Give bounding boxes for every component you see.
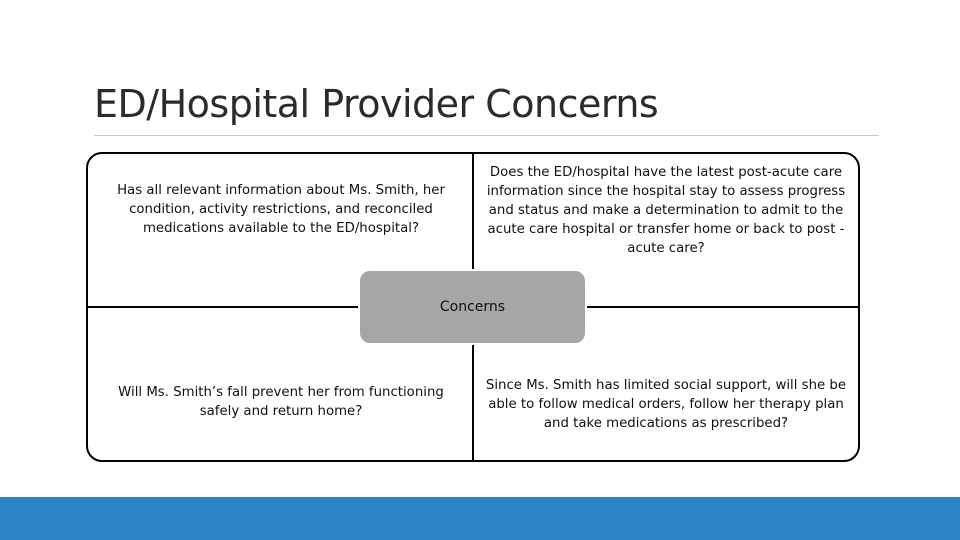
quadrant-top-right-text: Does the ED/hospital have the latest post-acute care information since the hospital stay to assess progress and status and make a determination to admit to the acute care hospital or transfer home or back to post -acute care?	[486, 165, 846, 256]
quadrant-top-left-text: Has all relevant information about Ms. Smith, her condition, activity restrictions, and reconciled medications available to the ED/hospital?	[117, 183, 445, 236]
footer-accent-bar	[0, 497, 960, 540]
quadrant-bottom-left-text: Will Ms. Smith’s fall prevent her from functioning safely and return home?	[118, 385, 444, 419]
quadrant-bottom-right-text: Since Ms. Smith has limited social support, will she be able to follow medical orders, follow her therapy plan and take medications as prescribed?	[485, 378, 847, 431]
center-concerns-label: Concerns	[439, 299, 506, 315]
center-concerns-box	[358, 269, 587, 345]
title-divider	[94, 135, 879, 136]
slide-title: ED/Hospital Provider Concerns	[94, 82, 659, 126]
